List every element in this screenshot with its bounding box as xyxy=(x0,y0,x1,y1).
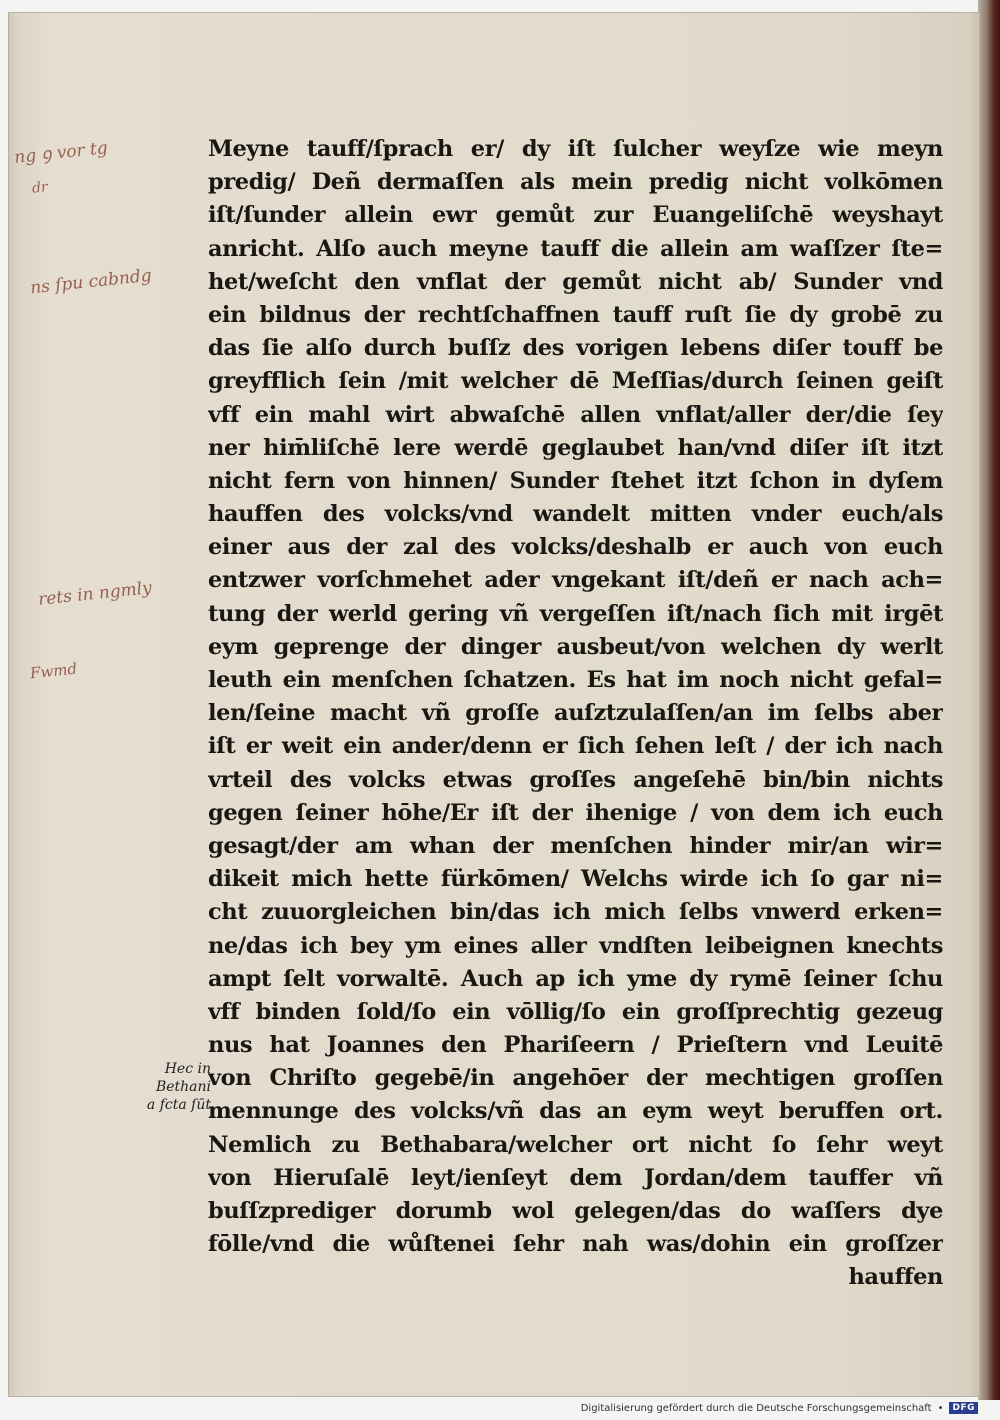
text-line: gegen ſeiner hōhe/Er iſt der ihenige / von dem ich euch xyxy=(208,799,943,826)
margin-note: dr xyxy=(31,179,49,197)
text-line: eym geprenge der dinger ausbeut/von welchen dy werlt xyxy=(208,633,943,660)
book-page xyxy=(8,12,980,1397)
printed-margin-note-line: Bethani xyxy=(155,1079,211,1095)
book-spine-edge xyxy=(978,0,1000,1400)
text-line: Nemlich zu Bethabara/welcher ort nicht ſo ſehr weyt xyxy=(208,1131,943,1158)
text-line: buſſzprediger dorumb wol gelegen/das do waſſers dye xyxy=(208,1198,943,1224)
text-line: ne/das ich bey ym eines aller vndſten leibeignen knechts xyxy=(208,932,943,959)
text-line: len/ſeine macht vñ groſſe auſztzulaſſen/an im ſelbs aber xyxy=(208,700,943,727)
text-line: hauffen des volcks/vnd wandelt mitten vnder euch/als xyxy=(208,501,943,528)
printed-margin-note-line: a fcta ſūt xyxy=(146,1097,211,1113)
text-line: von Hieruſalē leyt/ienſeyt dem Jordan/dem tauffer vñ xyxy=(208,1164,943,1191)
margin-note: rets in ngmly xyxy=(37,578,153,610)
text-line: das ſie alſo durch buſſz des vorigen lebens diſer touff be xyxy=(208,335,943,362)
text-line: ner him̄liſchē lere werdē geglaubet han/vnd diſer iſt itzt xyxy=(208,434,943,461)
text-line: vff binden ſold/ſo ein vōllig/ſo ein groſſprechtig gezeug xyxy=(208,998,943,1025)
text-line: predig/ Deñ dermaſſen als mein predig nicht volkōmen xyxy=(208,169,943,196)
text-line: ein bildnus der rechtſchaffnen tauff ruſt ſie dy grobē zu xyxy=(208,301,943,328)
text-line: het/weſcht den vnflat der gemůt nicht ab/ Sunder vnd xyxy=(208,268,943,295)
text-line: vrteil des volcks etwas groſſes angeſehē bin/bin nichts xyxy=(208,766,943,793)
text-line: nicht fern von hinnen/ Sunder ſtehet itzt ſchon in dyſem xyxy=(208,467,943,494)
text-line: tung der werld gering vñ vergeſſen iſt/nach ſich mit irgēt xyxy=(208,600,943,627)
catchword: hauffen xyxy=(848,1264,943,1291)
digitization-footer xyxy=(581,1402,978,1414)
text-line: mennunge des volcks/vñ das an eym weyt beruffen ort. xyxy=(208,1098,943,1125)
dfg-logo-icon: DFG xyxy=(949,1402,978,1414)
margin-note: ns ſpu cabndg xyxy=(29,265,153,299)
margin-note: ng ꝯ vor tg xyxy=(13,138,109,168)
text-line: entzwer vorſchmehet ader vngekant iſt/deñ er nach ach= xyxy=(208,567,943,594)
text-line: nus hat Joannes den Phariſeern / Prieſtern vnd Leuitē xyxy=(208,1032,943,1059)
text-line: ampt ſelt vorwaltē. Auch ap ich yme dy rymē ſeiner ſchu xyxy=(208,965,943,992)
text-line: iſt/ſunder allein ewr gemůt zur Euangeliſchē weyshayt xyxy=(208,202,943,229)
text-line: leuth ein menſchen ſchatzen. Es hat im noch nicht gefal= xyxy=(208,667,943,693)
main-text-block xyxy=(208,133,943,1295)
text-line: Meyne tauff/ſprach er/ dy iſt ſulcher weyſze wie meyn xyxy=(208,136,943,162)
printed-margin-note-line: Hec in xyxy=(164,1061,211,1077)
margin-note: Fwmd xyxy=(29,659,78,683)
text-line: einer aus der zal des volcks/deshalb er auch von euch xyxy=(208,534,943,561)
text-line: gesagt/der am whan der menſchen hinder mir/an wir= xyxy=(208,832,943,859)
footer-separator-icon: • xyxy=(937,1402,944,1414)
handwritten-margin-notes xyxy=(8,12,208,1397)
printed-margin-note xyxy=(111,1060,211,1114)
text-line: cht zuuorgleichen bin/das ich mich ſelbs vnwerd erken= xyxy=(208,899,943,926)
text-line: iſt er weit ein ander/denn er ſich ſehen leſt / der ich nach xyxy=(208,733,943,760)
text-line: greyfflich ſein /mit welcher dē Meſſias/durch ſeinen geiſt xyxy=(208,368,943,395)
footer-credit-text: Digitalisierung gefördert durch die Deutsche Forschungsgemeinschaft xyxy=(580,1402,932,1414)
text-line: vff ein mahl wirt abwaſchē allen vnflat/aller der/die ſey xyxy=(208,401,943,428)
text-line: von Chriſto gegebē/in angehōer der mechtigen groſſen xyxy=(208,1065,943,1092)
text-line: dikeit mich hette fürkōmen/ Welchs wirde ich ſo gar ni= xyxy=(208,866,943,893)
text-line: fōlle/vnd die wůſtenei ſehr nah was/dohin ein groſſzer xyxy=(208,1231,943,1258)
text-line: anricht. Alſo auch meyne tauff die allein am waſſzer ſte= xyxy=(208,235,943,262)
